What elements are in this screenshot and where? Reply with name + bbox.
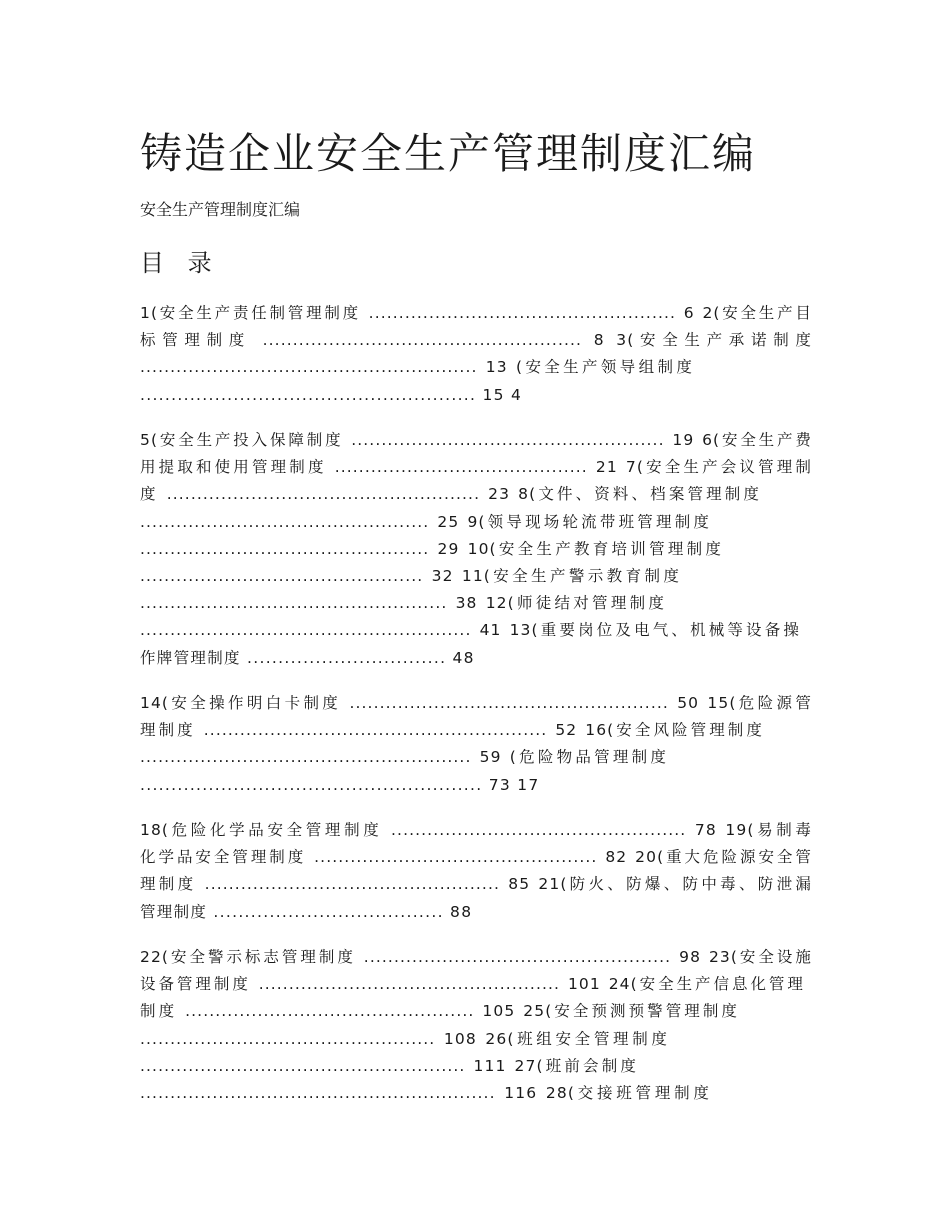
toc-line: 18(危险化学品安全管理制度 ................................................. 78 19(易制毒 bbox=[140, 821, 812, 839]
toc-line: ................................................ 25 9(领导现场轮流带班管理制度 bbox=[140, 512, 710, 531]
toc-paragraph bbox=[140, 690, 812, 799]
toc-line: ....................................................... 41 13(重要岗位及电气、机械等设备操 bbox=[140, 621, 800, 640]
toc-paragraph bbox=[140, 427, 812, 672]
toc-line: 制度 ................................................ 105 25(安全预测预警管理制度 bbox=[140, 1002, 738, 1021]
toc-line: ........................................................ 13 (安全生产领导组制度 bbox=[140, 358, 693, 377]
toc-paragraph bbox=[140, 817, 812, 926]
toc-line: ...................................................... 111 27(班前会制度 bbox=[140, 1056, 637, 1075]
toc-line: ................................................ 29 10(安全生产教育培训管理制度 bbox=[140, 539, 722, 558]
toc-line: ................................................... 38 12(师徒结对管理制度 bbox=[140, 594, 665, 613]
toc-paragraph bbox=[140, 944, 812, 1107]
toc-line: ............................................... 32 11(安全生产警示教育制度 bbox=[140, 566, 680, 585]
toc-line: 标管理制度 ..................................................... 8 3(安全生产承诺制度 bbox=[140, 331, 812, 350]
toc-line: 度 .................................................... 23 8(文件、资料、档案管理制度 bbox=[140, 485, 760, 504]
toc-heading: 目 录 bbox=[140, 249, 220, 277]
toc-line: 理制度 ................................................. 85 21(防火、防爆、防中毒、防泄漏 bbox=[140, 875, 812, 894]
toc-line: 1(安全生产责任制管理制度 ................................................... 6 2(安全生产目 bbox=[140, 304, 812, 322]
toc-line: 22(安全警示标志管理制度 ................................................... 98 23(安全设施 bbox=[140, 948, 812, 966]
toc-line: 设备管理制度 .................................................. 101 24(安全生产信息化管理 bbox=[140, 975, 804, 994]
document-title: 铸造企业安全生产管理制度汇编 bbox=[140, 129, 757, 178]
toc-line: 理制度 ......................................................... 52 16(安全风险管理制度 bbox=[140, 721, 763, 740]
toc-line: ....................................................... 73 17 bbox=[140, 775, 540, 794]
toc-line: 化学品安全管理制度 ............................................... 82 20(重大危险源安全管 bbox=[140, 848, 812, 867]
toc-line: 5(安全生产投入保障制度 .................................................... 19 6(安全生产费 bbox=[140, 431, 812, 449]
toc-line: ................................................. 108 26(班组安全管理制度 bbox=[140, 1029, 668, 1048]
toc-line: 作牌管理制度 ................................ 48 bbox=[140, 648, 475, 667]
toc-line: ....................................................... 59 (危险物品管理制度 bbox=[140, 748, 667, 767]
toc-line: 用提取和使用管理制度 .......................................... 21 7(安全生产会议管理制 bbox=[140, 458, 812, 477]
toc-line: 14(安全操作明白卡制度 ..................................................... 50 15(危险源管 bbox=[140, 694, 812, 712]
document-subtitle: 安全生产管理制度汇编 bbox=[140, 200, 301, 219]
toc-paragraph bbox=[140, 300, 812, 409]
toc-line: ........................................................... 116 28(交接班管理制度 bbox=[140, 1083, 710, 1102]
toc-line: 管理制度 ..................................... 88 bbox=[140, 902, 473, 921]
toc-line: ...................................................... 15 4 bbox=[140, 385, 523, 404]
